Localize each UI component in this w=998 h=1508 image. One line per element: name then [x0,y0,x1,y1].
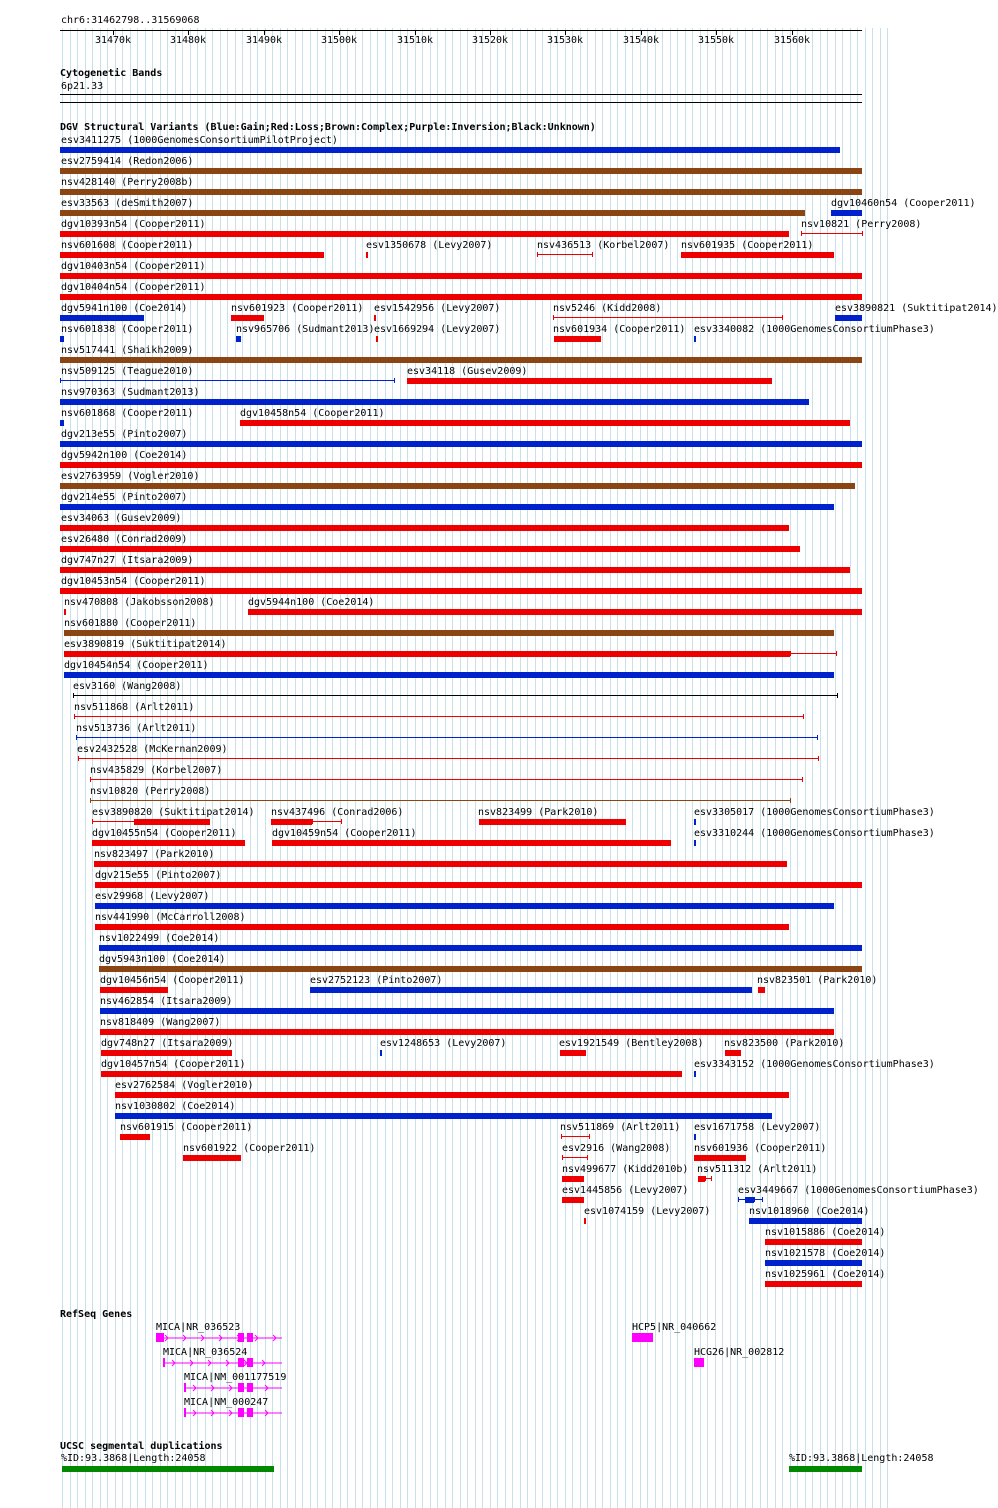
ruler-tick-label: 31530k [546,35,584,46]
variant-label[interactable]: esv2916 (Wang2008) [562,1143,671,1154]
variant-label[interactable]: nsv601880 (Cooper2011) [64,618,197,629]
variant-label[interactable]: esv33563 (deSmith2007) [61,198,194,209]
variant-label[interactable]: nsv970363 (Sudmant2013) [61,387,200,398]
ruler-tick-label: 31560k [773,35,811,46]
variant-bar[interactable] [562,1176,584,1182]
gene-exon[interactable] [247,1383,253,1392]
variant-label[interactable]: esv2432528 (McKernan2009) [77,744,228,755]
variant-bar[interactable] [101,1050,232,1056]
variant-label[interactable]: esv3890819 (Suktitipat2014) [64,639,227,650]
grid-line [310,28,311,1508]
variant-label[interactable]: nsv601838 (Cooper2011) [61,324,194,335]
variant-label[interactable]: nsv462854 (Itsara2009) [100,996,233,1007]
variant-bar[interactable] [99,966,862,972]
variant-label[interactable]: nsv1015886 (Coe2014) [765,1227,886,1238]
grid-line [272,28,273,1508]
variant-bar[interactable] [60,273,862,279]
gene-intron-line [184,1408,284,1418]
variant-end-cap [394,378,395,383]
variant-bar[interactable] [60,315,144,321]
grid-line [242,28,243,1508]
variant-bar[interactable] [374,315,376,321]
grid-line [325,28,326,1508]
variant-label[interactable]: esv3305017 (1000GenomesConsortiumPhase3) [694,807,935,818]
variant-bar[interactable] [60,441,862,447]
variant-end-cap [589,1134,590,1139]
variant-bar[interactable] [60,168,862,174]
grid-line [250,28,251,1508]
variant-label[interactable]: nsv499677 (Kidd2010b) [562,1164,689,1175]
variant-label[interactable]: esv34063 (Gusev2009) [61,513,182,524]
grid-line [527,28,528,1508]
variant-bar[interactable] [694,840,696,846]
variant-bar[interactable] [60,252,324,258]
cyto-band-line-lower [60,102,862,103]
variant-label[interactable]: nsv601935 (Cooper2011) [681,240,814,251]
variant-bar[interactable] [120,1134,150,1140]
gene-exon[interactable] [184,1408,186,1417]
variant-label[interactable]: dgv215e55 (Pinto2007) [95,870,222,881]
variant-end-cap [562,1155,563,1160]
variant-label[interactable]: esv2763959 (Vogler2010) [61,471,200,482]
variant-label[interactable]: nsv823500 (Park2010) [724,1038,845,1049]
ruler-tick-label: 31470k [94,35,132,46]
gene-exon[interactable] [694,1358,704,1367]
variant-label[interactable]: nsv1025961 (Coe2014) [765,1269,886,1280]
variant-label[interactable]: nsv517441 (Shaikh2009) [61,345,194,356]
gene-label[interactable]: MICA|NR_036524 [163,1347,248,1358]
variant-bar[interactable] [366,252,368,258]
variant-end-cap [705,1176,706,1181]
variant-end-cap [711,1176,712,1181]
variant-bar[interactable] [698,1176,705,1182]
variant-label[interactable]: nsv1030802 (Coe2014) [115,1101,236,1112]
grid-line [355,28,356,1508]
segdup-bar[interactable] [62,1466,274,1472]
variant-label[interactable]: esv3160 (Wang2008) [73,681,182,692]
variant-label[interactable]: nsv601923 (Cooper2011) [231,303,364,314]
gene-exon[interactable] [238,1333,244,1342]
variant-bar[interactable] [60,462,862,468]
variant-label[interactable]: dgv747n27 (Itsara2009) [61,555,194,566]
variant-label[interactable]: dgv10455n54 (Cooper2011) [92,828,237,839]
grid-line [880,28,881,1508]
variant-bar[interactable] [554,336,601,342]
grid-line [865,28,866,1508]
grid-line [505,28,506,1508]
variant-bar[interactable] [94,861,787,867]
gene-label[interactable]: MICA|NM_001177519 [184,1372,287,1383]
cyto-track-title[interactable]: Cytogenetic Bands [60,68,163,79]
variant-bar[interactable] [60,504,834,510]
variant-label[interactable]: nsv823499 (Park2010) [478,807,599,818]
grid-line [872,28,873,1508]
gene-exon[interactable] [163,1358,165,1367]
grid-line [512,28,513,1508]
grid-line [332,28,333,1508]
gene-intron-line [184,1383,284,1393]
variant-label[interactable]: dgv5942n100 (Coe2014) [61,450,188,461]
variant-label[interactable]: dgv214e55 (Pinto2007) [61,492,188,503]
variant-line[interactable] [60,380,394,381]
variant-bar[interactable] [758,987,765,993]
variant-line[interactable] [561,1136,589,1137]
variant-bar[interactable] [380,1050,382,1056]
segdup-bar[interactable] [789,1466,862,1472]
variant-bar[interactable] [272,840,671,846]
grid-line [340,28,341,1508]
variant-label[interactable]: dgv213e55 (Pinto2007) [61,429,188,440]
variant-label[interactable]: nsv601934 (Cooper2011) [553,324,686,335]
variant-end-cap [790,651,791,656]
grid-line [302,28,303,1508]
variant-label[interactable]: nsv965706 (Sudmant2013) [236,324,375,335]
variant-label[interactable]: nsv1018960 (Coe2014) [749,1206,870,1217]
variant-end-cap [818,756,819,761]
variant-label[interactable]: nsv1022499 (Coe2014) [99,933,220,944]
variant-label[interactable]: nsv818409 (Wang2007) [100,1017,221,1028]
variant-label[interactable]: dgv10453n54 (Cooper2011) [61,576,206,587]
variant-bar[interactable] [60,210,805,216]
variant-line[interactable] [562,1157,587,1158]
variant-end-cap [802,777,803,782]
location-label: chr6:31462798..31569068 [61,15,200,26]
grid-line [287,28,288,1508]
variant-label[interactable]: esv1669294 (Levy2007) [374,324,501,335]
ruler-tick-label: 31540k [622,35,660,46]
grid-line [265,28,266,1508]
variant-bar[interactable] [562,1197,584,1203]
variant-bar[interactable] [60,336,64,342]
variant-bar[interactable] [765,1260,862,1266]
gene-exon[interactable] [247,1333,253,1342]
variant-end-cap [90,777,91,782]
variant-label[interactable]: esv34118 (Gusev2009) [407,366,528,377]
variant-label[interactable]: dgv10460n54 (Cooper2011) [831,198,976,209]
variant-bar[interactable] [765,1239,862,1245]
variant-bar[interactable] [694,336,696,342]
cyto-band-line [60,94,862,95]
variant-bar[interactable] [95,924,789,930]
variant-bar[interactable] [64,609,66,615]
variant-end-cap [92,819,93,824]
variant-bar[interactable] [694,1155,746,1161]
variant-line[interactable] [553,317,782,318]
variant-label[interactable]: nsv601922 (Cooper2011) [183,1143,316,1154]
variant-bar[interactable] [101,1071,682,1077]
variant-label[interactable]: dgv10456n54 (Cooper2011) [100,975,245,986]
variant-bar[interactable] [725,1050,741,1056]
gene-exon[interactable] [156,1333,164,1342]
variant-label[interactable]: nsv437496 (Conrad2006) [271,807,404,818]
variant-bar[interactable] [60,525,789,531]
variant-bar[interactable] [376,336,378,342]
variant-label[interactable]: nsv441990 (McCarroll2008) [95,912,246,923]
variant-label[interactable]: esv2752123 (Pinto2007) [310,975,443,986]
variant-label[interactable]: esv1248653 (Levy2007) [380,1038,507,1049]
variant-label[interactable]: esv29968 (Levy2007) [95,891,210,902]
variant-bar[interactable] [831,210,862,216]
variant-label[interactable]: nsv10820 (Perry2008) [90,786,211,797]
variant-end-cap [836,651,837,656]
grid-line [257,28,258,1508]
variant-label[interactable]: dgv10403n54 (Cooper2011) [61,261,206,272]
variant-label[interactable]: esv1350678 (Levy2007) [366,240,493,251]
variant-label[interactable]: dgv10454n54 (Cooper2011) [64,660,209,671]
variant-label[interactable]: dgv10457n54 (Cooper2011) [101,1059,246,1070]
variant-label[interactable]: nsv509125 (Teague2010) [61,366,194,377]
gene-label[interactable]: HCG26|NR_002812 [694,1347,785,1358]
variant-bar[interactable] [694,1134,696,1140]
variant-label[interactable]: nsv511868 (Arlt2011) [74,702,195,713]
variant-bar[interactable] [560,1050,586,1056]
variant-bar[interactable] [479,819,626,825]
variant-end-cap [73,693,74,698]
variant-label[interactable]: nsv436513 (Korbel2007) [537,240,670,251]
grid-line [317,28,318,1508]
variant-bar[interactable] [60,147,840,153]
variant-end-cap [762,1197,763,1202]
variant-line[interactable] [90,779,802,780]
variant-label[interactable]: esv1074159 (Levy2007) [584,1206,711,1217]
gene-exon[interactable] [184,1383,186,1392]
variant-bar[interactable] [134,819,210,825]
segdup-label[interactable]: %ID:93.3868|Length:24058 [61,1453,206,1464]
ruler-tick-label: 31480k [169,35,207,46]
gene-exon[interactable] [238,1358,244,1367]
variant-label[interactable]: nsv511312 (Arlt2011) [697,1164,818,1175]
variant-bar[interactable] [835,315,862,321]
variant-label[interactable]: esv3343152 (1000GenomesConsortiumPhase3) [694,1059,935,1070]
variant-label[interactable]: nsv511869 (Arlt2011) [560,1122,681,1133]
variant-end-cap [78,756,79,761]
gene-label[interactable]: HCP5|NR_040662 [632,1322,717,1333]
variant-bar[interactable] [60,357,862,363]
variant-label[interactable]: esv3890820 (Suktitipat2014) [92,807,255,818]
variant-bar[interactable] [60,546,800,552]
variant-line[interactable] [537,254,592,255]
ruler-tick-label: 31550k [697,35,735,46]
variant-label[interactable]: dgv10393n54 (Cooper2011) [61,219,206,230]
variant-label[interactable]: nsv823501 (Park2010) [757,975,878,986]
variant-bar[interactable] [584,1218,586,1224]
ruler-tick-label: 31510k [396,35,434,46]
variant-label[interactable]: nsv601608 (Cooper2011) [61,240,194,251]
grid-line [295,28,296,1508]
variant-end-cap [803,714,804,719]
gene-exon[interactable] [247,1358,253,1367]
variant-label[interactable]: dgv10459n54 (Cooper2011) [272,828,417,839]
variant-bar[interactable] [681,252,834,258]
variant-end-cap [537,252,538,257]
variant-label[interactable]: nsv435829 (Korbel2007) [90,765,223,776]
variant-bar[interactable] [100,987,168,993]
variant-bar[interactable] [95,903,834,909]
variant-end-cap [862,231,863,236]
gene-exon[interactable] [238,1383,244,1392]
grid-line [235,28,236,1508]
variant-end-cap [90,798,91,803]
variant-label[interactable]: esv3411275 (1000GenomesConsortiumPilotProject) [61,135,338,146]
variant-line[interactable] [801,233,862,234]
variant-bar[interactable] [64,672,834,678]
variant-end-cap [341,819,342,824]
variant-end-cap [592,252,593,257]
grid-line [227,28,228,1508]
variant-end-cap [837,693,838,698]
variant-label[interactable]: dgv748n27 (Itsara2009) [101,1038,234,1049]
variant-label[interactable]: esv2762584 (Vogler2010) [115,1080,254,1091]
ruler-tick-label: 31490k [245,35,283,46]
variant-label[interactable]: esv3449667 (1000GenomesConsortiumPhase3) [738,1185,979,1196]
variant-bar[interactable] [310,987,752,993]
gene-exon[interactable] [238,1408,244,1417]
variant-label[interactable]: nsv10821 (Perry2008) [801,219,922,230]
variant-bar[interactable] [248,609,862,615]
refseq-track-title[interactable]: RefSeq Genes [60,1309,133,1320]
variant-bar[interactable] [60,420,64,426]
variant-line[interactable] [73,695,837,696]
ruler-line [60,30,862,31]
ruler-tick-label: 31520k [471,35,509,46]
variant-label[interactable]: esv1671758 (Levy2007) [694,1122,821,1133]
gene-exon[interactable] [632,1333,653,1342]
variant-bar[interactable] [115,1113,772,1119]
grid-line [497,28,498,1508]
variant-label[interactable]: esv1921549 (Bentley2008) [559,1038,704,1049]
variant-bar[interactable] [240,420,850,426]
variant-label[interactable]: nsv601915 (Cooper2011) [120,1122,253,1133]
variant-label[interactable]: nsv470808 (Jakobsson2008) [64,597,215,608]
variant-bar[interactable] [407,378,772,384]
variant-label[interactable]: nsv428140 (Perry2008b) [61,177,194,188]
variant-end-cap [60,378,61,383]
variant-bar[interactable] [100,1029,834,1035]
dgv-track-title[interactable]: DGV Structural Variants (Blue:Gain;Red:Loss;Brown:Complex;Purple:Inversion;Black:Unknown) [60,122,596,133]
gene-label[interactable]: MICA|NM_000247 [184,1397,269,1408]
variant-bar[interactable] [60,567,850,573]
variant-bar[interactable] [95,882,862,888]
variant-bar[interactable] [64,630,834,636]
variant-label[interactable]: nsv5246 (Kidd2008) [553,303,662,314]
variant-end-cap [587,1155,588,1160]
variant-bar[interactable] [60,483,855,489]
variant-end-cap [754,1197,755,1202]
variant-bar[interactable] [64,651,790,657]
grid-line [280,28,281,1508]
gene-intron-line [156,1333,284,1343]
variant-label[interactable]: esv1445856 (Levy2007) [562,1185,689,1196]
variant-label[interactable]: dgv5941n100 (Coe2014) [61,303,188,314]
variant-end-cap [801,231,802,236]
variant-bar[interactable] [183,1155,241,1161]
variant-label[interactable]: dgv5943n100 (Coe2014) [99,954,226,965]
variant-end-cap [312,819,313,824]
variant-end-cap [817,735,818,740]
gene-intron-line [163,1358,284,1368]
variant-bar[interactable] [236,336,241,342]
variant-line[interactable] [76,737,817,738]
variant-label[interactable]: esv2759414 (Redon2006) [61,156,194,167]
variant-label[interactable]: dgv5944n100 (Coe2014) [248,597,375,608]
variant-bar[interactable] [60,294,862,300]
grid-line [677,28,678,1508]
variant-label[interactable]: dgv10458n54 (Cooper2011) [240,408,385,419]
variant-bar[interactable] [100,1008,834,1014]
cyto-band-label: 6p21.33 [61,81,104,92]
variant-end-cap [553,315,554,320]
variant-bar[interactable] [271,819,312,825]
variant-end-cap [782,315,783,320]
variant-label[interactable]: esv26480 (Conrad2009) [61,534,188,545]
grid-line [347,28,348,1508]
gene-label[interactable]: MICA|NR_036523 [156,1322,241,1333]
variant-label[interactable]: dgv10404n54 (Cooper2011) [61,282,206,293]
gene-exon[interactable] [247,1408,253,1417]
variant-label[interactable]: nsv823497 (Park2010) [94,849,215,860]
variant-bar[interactable] [92,840,245,846]
variant-label[interactable]: esv3310244 (1000GenomesConsortiumPhase3) [694,828,935,839]
grid-line [670,28,671,1508]
variant-bar[interactable] [745,1197,754,1203]
variant-end-cap [738,1197,739,1202]
variant-label[interactable]: nsv601936 (Cooper2011) [694,1143,827,1154]
variant-bar[interactable] [60,399,809,405]
variant-label[interactable]: nsv513736 (Arlt2011) [76,723,197,734]
variant-bar[interactable] [231,315,264,321]
variant-label[interactable]: esv1542956 (Levy2007) [374,303,501,314]
variant-bar[interactable] [60,189,862,195]
segdup-track-title[interactable]: UCSC segmental duplications [60,1441,223,1452]
grid-line [535,28,536,1508]
variant-label[interactable]: nsv1021578 (Coe2014) [765,1248,886,1259]
variant-bar[interactable] [60,588,862,594]
variant-line[interactable] [74,716,803,717]
variant-bar[interactable] [749,1218,862,1224]
ruler-tick-label: 31500k [320,35,358,46]
grid-line [362,28,363,1508]
variant-bar[interactable] [115,1092,789,1098]
variant-end-cap [561,1134,562,1139]
variant-label[interactable]: nsv601868 (Cooper2011) [61,408,194,419]
variant-end-cap [76,735,77,740]
variant-bar[interactable] [694,819,696,825]
variant-bar[interactable] [694,1071,696,1077]
grid-line [887,28,888,1508]
variant-bar[interactable] [60,231,789,237]
segdup-label[interactable]: %ID:93.3868|Length:24058 [789,1453,934,1464]
variant-line[interactable] [78,758,818,759]
variant-line[interactable] [90,800,790,801]
variant-end-cap [74,714,75,719]
variant-label[interactable]: esv3340082 (1000GenomesConsortiumPhase3) [694,324,935,335]
variant-bar[interactable] [765,1281,862,1287]
grid-line [520,28,521,1508]
variant-bar[interactable] [99,945,862,951]
variant-label[interactable]: esv3890821 (Suktitipat2014) [835,303,998,314]
variant-end-cap [790,798,791,803]
